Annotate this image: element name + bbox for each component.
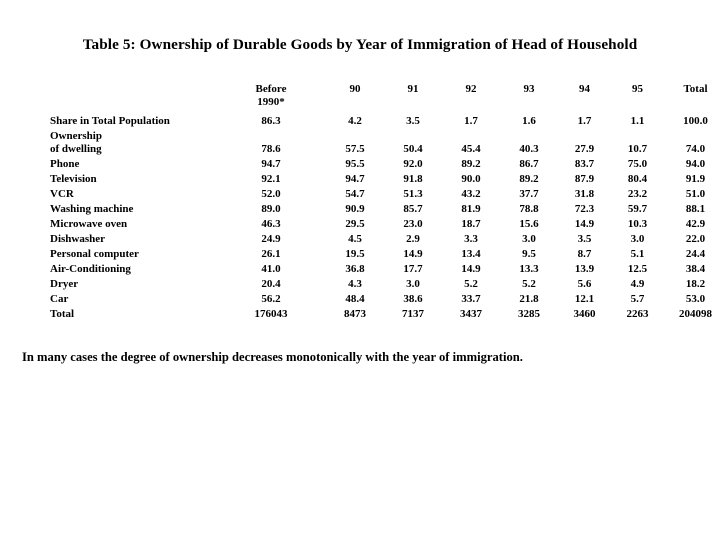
table-row bbox=[50, 278, 720, 293]
row-spacer bbox=[208, 173, 216, 188]
cell-94: 87.9 bbox=[574, 173, 595, 185]
row-label: Microwave oven bbox=[50, 218, 128, 230]
cell-before: 41.0 bbox=[261, 263, 281, 275]
cell-93: 86.7 bbox=[519, 158, 539, 170]
cell-95: 2263 bbox=[626, 308, 649, 320]
cell-94-value: 27.9 bbox=[574, 143, 595, 156]
cell-92: 81.9 bbox=[461, 203, 481, 215]
row-spacer bbox=[208, 233, 216, 248]
cell-95: 1.1 bbox=[630, 115, 645, 127]
cell-91: 91.8 bbox=[403, 173, 423, 185]
header-before-1990 bbox=[216, 83, 326, 115]
cell-93: 9.5 bbox=[522, 248, 536, 260]
cell-before: 26.1 bbox=[261, 248, 281, 260]
table-row bbox=[50, 173, 720, 188]
header-total: Total bbox=[683, 83, 708, 95]
cell-91: 7137 bbox=[402, 308, 424, 320]
cell-94: 3460 bbox=[573, 308, 596, 320]
cell-before: 176043 bbox=[254, 308, 288, 320]
cell-total: 51.0 bbox=[685, 188, 706, 200]
cell-95: 59.7 bbox=[627, 203, 648, 215]
header-year-90: 90 bbox=[349, 83, 361, 95]
cell-92 bbox=[442, 130, 500, 158]
cell-94: 12.1 bbox=[574, 293, 595, 305]
cell-90-value: 57.5 bbox=[345, 143, 365, 156]
header-before-line1: Before bbox=[255, 83, 287, 95]
row-spacer bbox=[208, 158, 216, 173]
cell-total: 204098 bbox=[679, 308, 712, 320]
header-year-95: 95 bbox=[632, 83, 643, 95]
row-label bbox=[50, 130, 208, 158]
cell-90: 94.7 bbox=[345, 173, 365, 185]
cell-92: 90.0 bbox=[461, 173, 481, 185]
cell-91: 38.6 bbox=[403, 293, 423, 305]
row-spacer bbox=[208, 248, 216, 263]
cell-before: 89.0 bbox=[261, 203, 281, 215]
cell-94: 83.7 bbox=[574, 158, 595, 170]
header-spacer bbox=[208, 83, 216, 115]
cell-90: 8473 bbox=[344, 308, 366, 320]
header-before-line2: 1990* bbox=[257, 96, 285, 109]
row-label: Share in Total Population bbox=[50, 115, 170, 127]
cell-93-value: 40.3 bbox=[519, 143, 539, 156]
cell-total-value: 74.0 bbox=[685, 143, 706, 156]
page-title: Table 5: Ownership of Durable Goods by Year of Immigration of Head of Household bbox=[82, 36, 638, 53]
cell-94: 3.5 bbox=[577, 233, 592, 245]
cell-91: 14.9 bbox=[403, 248, 423, 260]
cell-before: 56.2 bbox=[261, 293, 281, 305]
row-spacer bbox=[208, 278, 216, 293]
cell-before: 92.1 bbox=[261, 173, 281, 185]
table-row bbox=[50, 115, 720, 130]
row-label-line2: of dwelling bbox=[50, 143, 102, 156]
row-spacer bbox=[208, 203, 216, 218]
cell-91: 23.0 bbox=[403, 218, 423, 230]
row-spacer bbox=[208, 293, 216, 308]
cell-95: 5.7 bbox=[630, 293, 645, 305]
row-label: Air-Conditioning bbox=[50, 263, 131, 275]
row-label: Personal computer bbox=[50, 248, 139, 260]
table-caption: In many cases the degree of ownership decreases monotonically with the year of immigration. bbox=[22, 350, 523, 364]
cell-94: 1.7 bbox=[577, 115, 592, 127]
table-row bbox=[50, 188, 720, 203]
cell-91-value: 50.4 bbox=[403, 143, 423, 156]
cell-91: 2.9 bbox=[406, 233, 420, 245]
cell-total: 24.4 bbox=[685, 248, 706, 260]
cell-93: 78.8 bbox=[519, 203, 539, 215]
cell-91: 17.7 bbox=[403, 263, 423, 275]
row-spacer bbox=[208, 308, 216, 323]
cell-94: 14.9 bbox=[574, 218, 595, 230]
cell-92-value: 45.4 bbox=[461, 143, 481, 156]
cell-91: 51.3 bbox=[403, 188, 423, 200]
cell-94: 8.7 bbox=[577, 248, 592, 260]
cell-92: 13.4 bbox=[461, 248, 481, 260]
cell-before: 46.3 bbox=[261, 218, 281, 230]
cell-95 bbox=[611, 130, 664, 158]
cell-total: 38.4 bbox=[685, 263, 706, 275]
cell-total bbox=[664, 130, 720, 158]
cell-before: 94.7 bbox=[261, 158, 281, 170]
cell-95: 3.0 bbox=[630, 233, 645, 245]
cell-93: 21.8 bbox=[519, 293, 539, 305]
cell-before: 20.4 bbox=[261, 278, 281, 290]
durable-goods-table bbox=[50, 83, 720, 323]
cell-total: 88.1 bbox=[685, 203, 706, 215]
table-container bbox=[50, 83, 712, 323]
table-row bbox=[50, 203, 720, 218]
table-row bbox=[50, 233, 720, 248]
cell-93: 1.6 bbox=[522, 115, 536, 127]
cell-95: 5.1 bbox=[630, 248, 645, 260]
cell-total: 53.0 bbox=[685, 293, 706, 305]
cell-95: 10.3 bbox=[627, 218, 648, 230]
cell-total: 42.9 bbox=[685, 218, 706, 230]
row-spacer bbox=[208, 115, 216, 130]
cell-total: 100.0 bbox=[683, 115, 708, 127]
cell-91 bbox=[384, 130, 442, 158]
cell-93: 3285 bbox=[518, 308, 540, 320]
cell-92: 3437 bbox=[460, 308, 482, 320]
table-row bbox=[50, 293, 720, 308]
header-year-91: 91 bbox=[407, 83, 419, 95]
row-label: Total bbox=[50, 308, 75, 320]
header-year-92: 92 bbox=[465, 83, 477, 95]
row-label: Washing machine bbox=[50, 203, 134, 215]
cell-before-value: 78.6 bbox=[261, 143, 281, 156]
cell-before: 86.3 bbox=[261, 115, 281, 127]
table-row bbox=[50, 248, 720, 263]
row-label: Dryer bbox=[50, 278, 79, 290]
cell-total: 18.2 bbox=[685, 278, 706, 290]
cell-total: 22.0 bbox=[685, 233, 706, 245]
row-label: Phone bbox=[50, 158, 80, 170]
cell-90: 36.8 bbox=[345, 263, 365, 275]
cell-90: 4.3 bbox=[348, 278, 362, 290]
cell-93: 37.7 bbox=[519, 188, 539, 200]
row-label: Car bbox=[50, 293, 69, 305]
cell-95: 75.0 bbox=[627, 158, 648, 170]
cell-92: 18.7 bbox=[461, 218, 481, 230]
cell-total: 94.0 bbox=[685, 158, 706, 170]
cell-92: 43.2 bbox=[461, 188, 481, 200]
cell-93: 13.3 bbox=[519, 263, 539, 275]
cell-93: 89.2 bbox=[519, 173, 539, 185]
cell-93 bbox=[500, 130, 558, 158]
cell-92: 3.3 bbox=[464, 233, 478, 245]
cell-90: 54.7 bbox=[345, 188, 365, 200]
cell-93: 5.2 bbox=[522, 278, 536, 290]
cell-90: 95.5 bbox=[345, 158, 365, 170]
cell-90 bbox=[326, 130, 384, 158]
cell-95: 12.5 bbox=[627, 263, 648, 275]
cell-95: 23.2 bbox=[627, 188, 648, 200]
row-spacer bbox=[208, 130, 216, 158]
table-row bbox=[50, 263, 720, 278]
table-row bbox=[50, 158, 720, 173]
cell-92: 14.9 bbox=[461, 263, 481, 275]
cell-90: 90.9 bbox=[345, 203, 365, 215]
cell-93: 3.0 bbox=[522, 233, 536, 245]
table-row bbox=[50, 218, 720, 233]
cell-90: 19.5 bbox=[345, 248, 365, 260]
cell-94: 72.3 bbox=[574, 203, 595, 215]
cell-before: 52.0 bbox=[261, 188, 281, 200]
row-label: VCR bbox=[50, 188, 74, 200]
table-row bbox=[50, 130, 720, 158]
row-spacer bbox=[208, 188, 216, 203]
header-row-label bbox=[50, 83, 208, 115]
cell-94: 13.9 bbox=[574, 263, 595, 275]
cell-92: 1.7 bbox=[464, 115, 478, 127]
cell-90: 4.5 bbox=[348, 233, 362, 245]
cell-total: 91.9 bbox=[685, 173, 706, 185]
cell-90: 4.2 bbox=[348, 115, 362, 127]
row-label-line1: Ownership bbox=[50, 130, 102, 142]
cell-92: 89.2 bbox=[461, 158, 481, 170]
cell-91: 3.0 bbox=[406, 278, 420, 290]
row-spacer bbox=[208, 263, 216, 278]
row-label: Television bbox=[50, 173, 97, 185]
cell-94: 31.8 bbox=[574, 188, 595, 200]
cell-91: 85.7 bbox=[403, 203, 423, 215]
cell-before bbox=[216, 130, 326, 158]
cell-90: 48.4 bbox=[345, 293, 365, 305]
row-spacer bbox=[208, 218, 216, 233]
cell-91: 92.0 bbox=[403, 158, 423, 170]
cell-95: 4.9 bbox=[630, 278, 645, 290]
cell-92: 33.7 bbox=[461, 293, 481, 305]
header-year-94: 94 bbox=[579, 83, 590, 95]
cell-before: 24.9 bbox=[261, 233, 281, 245]
header-year-93: 93 bbox=[523, 83, 535, 95]
cell-95: 80.4 bbox=[627, 173, 648, 185]
table-header-row bbox=[50, 83, 720, 115]
row-label: Dishwasher bbox=[50, 233, 106, 245]
cell-95-value: 10.7 bbox=[627, 143, 648, 156]
table-row-total bbox=[50, 308, 720, 323]
cell-94: 5.6 bbox=[577, 278, 592, 290]
cell-94 bbox=[558, 130, 611, 158]
cell-93: 15.6 bbox=[519, 218, 539, 230]
cell-92: 5.2 bbox=[464, 278, 478, 290]
cell-91: 3.5 bbox=[406, 115, 420, 127]
cell-90: 29.5 bbox=[345, 218, 365, 230]
